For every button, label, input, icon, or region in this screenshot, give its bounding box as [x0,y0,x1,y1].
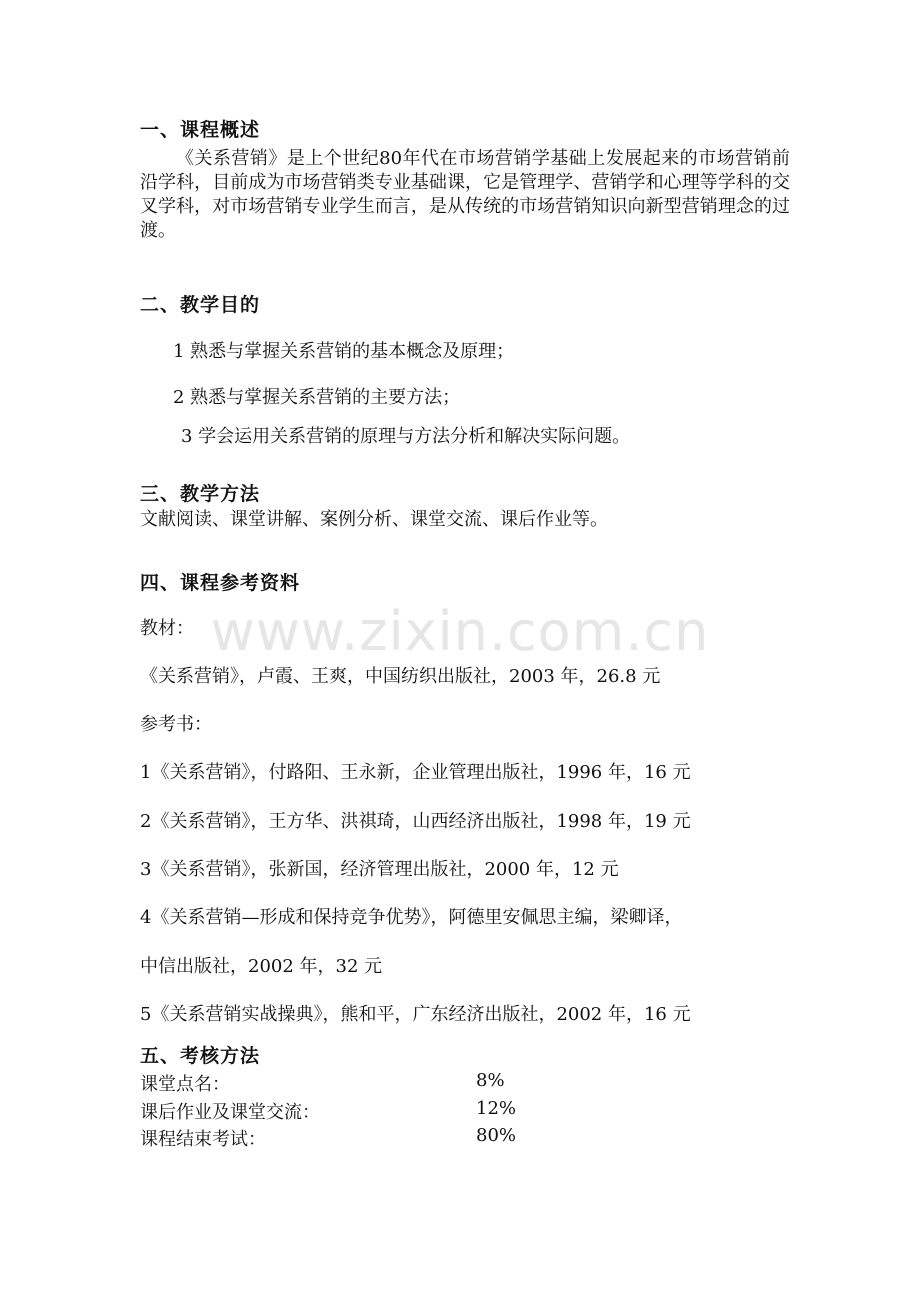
reference-book-4-continued: 中信出版社，2002 年，32 元 [140,956,383,977]
assessment-value: 8% [476,1070,505,1091]
reference-book-4: 4《关系营销—形成和保持竞争优势》，阿德里安佩思主编，梁卿译， [140,907,683,928]
section-title-overview: 一、课程概述 [140,119,261,141]
watermark: www.zixin.com.cn [210,600,710,663]
reference-book-2: 2《关系营销》，王方华、洪祺琦，山西经济出版社，1998 年，19 元 [140,811,691,832]
assessment-label: 课程结束考试： [140,1129,266,1150]
reference-book-5: 5《关系营销实战操典》，熊和平，广东经济出版社，2002 年，16 元 [140,1004,691,1025]
section-title-assessment: 五、考核方法 [140,1045,261,1067]
objective-item-1: 1 熟悉与掌握关系营销的基本概念及原理； [173,341,515,362]
assessment-value: 80% [476,1125,517,1146]
assessment-row [140,1070,505,1096]
textbook-entry: 《关系营销》，卢霞、王爽，中国纺织出版社，2003 年，26.8 元 [140,666,661,687]
section-title-references: 四、课程参考资料 [140,572,301,594]
reference-book-1: 1《关系营销》，付路阳、王永新，企业管理出版社，1996 年，16 元 [140,762,691,783]
textbook-label: 教材： [140,618,194,639]
assessment-label: 课堂点名： [140,1074,230,1095]
methods-text: 文献阅读、课堂讲解、案例分析、课堂交流、课后作业等。 [140,509,608,530]
objective-item-3: 3 学会运用关系营销的原理与方法分析和解决实际问题。 [181,426,631,447]
section-title-methods: 三、教学方法 [140,483,261,505]
overview-paragraph: 《关系营销》是上个世纪80年代在市场营销学基础上发展起来的市场营销前沿学科，目前成为市场营销类专业基础课，它是管理学、营销学和心理等学科的交叉学科，对市场营销专业学生而言，是从传统的市场营销知识向新型营销理念的过渡。 [140,148,790,241]
assessment-label: 课后作业及课堂交流： [140,1102,320,1123]
reference-book-3: 3《关系营销》，张新国，经济管理出版社，2000 年，12 元 [140,859,619,880]
assessment-value: 12% [476,1098,517,1119]
section-title-objectives: 二、教学目的 [140,294,261,316]
objective-item-2: 2 熟悉与掌握关系营销的主要方法； [173,387,461,408]
assessment-row [140,1098,517,1124]
reference-books-label: 参考书： [140,714,212,735]
assessment-row [140,1125,517,1151]
